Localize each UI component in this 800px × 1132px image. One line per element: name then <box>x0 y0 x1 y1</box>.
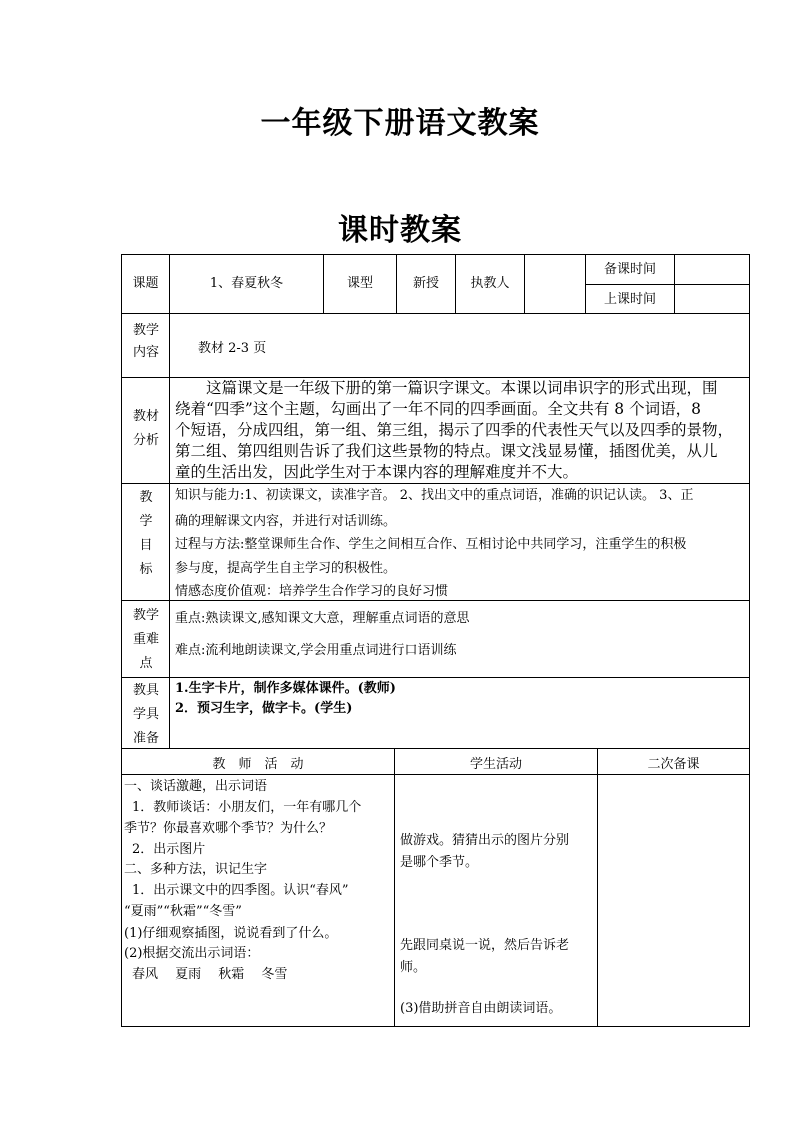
keypoints-label-2: 重难 <box>132 632 159 647</box>
keypoints-label-3: 点 <box>139 656 153 671</box>
analysis-text <box>175 378 747 483</box>
teacher-activity-line: “夏雨”“秋霜”“冬雪” <box>124 904 242 919</box>
materials-label-1: 教具 <box>132 683 159 698</box>
student-activity-line: 师。 <box>400 960 427 975</box>
analysis-line: 这篇课文是一年级下册的第一篇识字课文。本课以词串识字的形式出现，围 <box>206 379 718 397</box>
teacher-activity-header: 教 师 活 动 <box>212 757 304 772</box>
goals-line: 知识与能力:1、初读课文，读准字音。 2、找出文中的重点词语，准确的识记认读。 3、正 <box>175 488 694 503</box>
analysis-label-2: 分析 <box>132 433 159 448</box>
analysis-line: 个短语，分成四组，第一组、第三组，揭示了四季的代表性天气以及四季的景物， <box>175 421 734 439</box>
goals-label-char: 目 <box>139 538 153 553</box>
content-label-1: 教学 <box>132 323 159 338</box>
doc-title: 一年级下册语文教案 <box>260 106 540 141</box>
analysis-line: 第二组、第四组则告诉了我们这些景物的特点。课文浅显易懂，插图优美，从儿 <box>175 442 718 460</box>
topic-label: 课题 <box>132 276 159 291</box>
teacher-activity-line: 二、多种方法，识记生字 <box>124 862 268 877</box>
goals-line: 确的理解课文内容，并进行对话训练。 <box>175 514 397 529</box>
second-prep-header: 二次备课 <box>647 757 700 772</box>
student-activity-line: (3)借助拼音自由朗读词语。 <box>400 1001 562 1016</box>
materials-label-2: 学具 <box>132 707 159 722</box>
goals-label-char: 学 <box>139 514 153 529</box>
content-label-2: 内容 <box>132 345 159 360</box>
keypoints-label-1: 教学 <box>132 608 159 623</box>
key-point: 重点:熟读课文,感知课文大意，理解重点词语的意思 <box>175 611 470 626</box>
goals-line: 参与度，提高学生自主学习的积极性。 <box>175 561 397 576</box>
sub-title: 课时教案 <box>338 213 462 248</box>
teacher-activity-line: (2)根据交流出示词语： <box>124 946 260 961</box>
student-activity-line: 先跟同桌说一说，然后告诉老 <box>400 938 570 953</box>
goals-line: 情感态度价值观：培养学生合作学习的良好习惯 <box>175 584 449 599</box>
student-activity-line: 是哪个季节。 <box>400 855 479 870</box>
topic-value: 1、春夏秋冬 <box>209 276 284 291</box>
type-label: 课型 <box>346 276 373 291</box>
teacher-activity-line: (1)仔细观察插图，说说看到了什么。 <box>124 926 338 941</box>
difficult-point: 难点:流利地朗读课文,学会用重点词进行口语训练 <box>175 643 457 658</box>
student-activity-line: 做游戏。猜猜出示的图片分别 <box>400 833 570 848</box>
materials-item: 1.生字卡片，制作多媒体课件。(教师) <box>175 681 396 696</box>
teacher-label: 执教人 <box>470 276 510 291</box>
analysis-label-1: 教材 <box>132 409 159 424</box>
lesson-plan-table <box>121 254 750 1027</box>
teacher-activity-line: 一、谈话激趣，出示词语 <box>124 779 268 794</box>
goals-label-char: 教 <box>139 490 153 505</box>
teacher-activity-line: 2．出示图片 <box>132 842 206 857</box>
goals-line: 过程与方法:整堂课师生合作、学生之间相互合作、互相讨论中共同学习，注重学生的积极 <box>175 537 687 552</box>
content-value: 教材 2-3 页 <box>198 341 267 356</box>
prep-time-label: 备课时间 <box>603 262 656 277</box>
student-activity-header: 学生活动 <box>469 757 522 772</box>
teacher-activity-line: 季节？你最喜欢哪个季节？为什么？ <box>124 821 333 836</box>
materials-label-3: 准备 <box>132 731 159 746</box>
analysis-line: 童的生活出发，因此学生对于本课内容的理解难度并不大。 <box>175 463 579 481</box>
class-time-label: 上课时间 <box>603 292 656 307</box>
goals-label-char: 标 <box>139 562 153 577</box>
materials-item: 2．预习生字，做字卡。(学生) <box>175 701 353 716</box>
teacher-activity-line: 1．教师谈话：小朋友们，一年有哪几个 <box>132 800 362 815</box>
analysis-line: 绕着“四季”这个主题，勾画出了一年不同的四季画面。全文共有 8 个词语，8 <box>175 400 701 418</box>
type-value: 新授 <box>412 276 439 291</box>
teacher-activity-line: 1．出示课文中的四季图。认识“春风” <box>132 883 349 898</box>
teacher-activity-line: 春风 夏雨 秋霜 冬雪 <box>132 967 288 982</box>
